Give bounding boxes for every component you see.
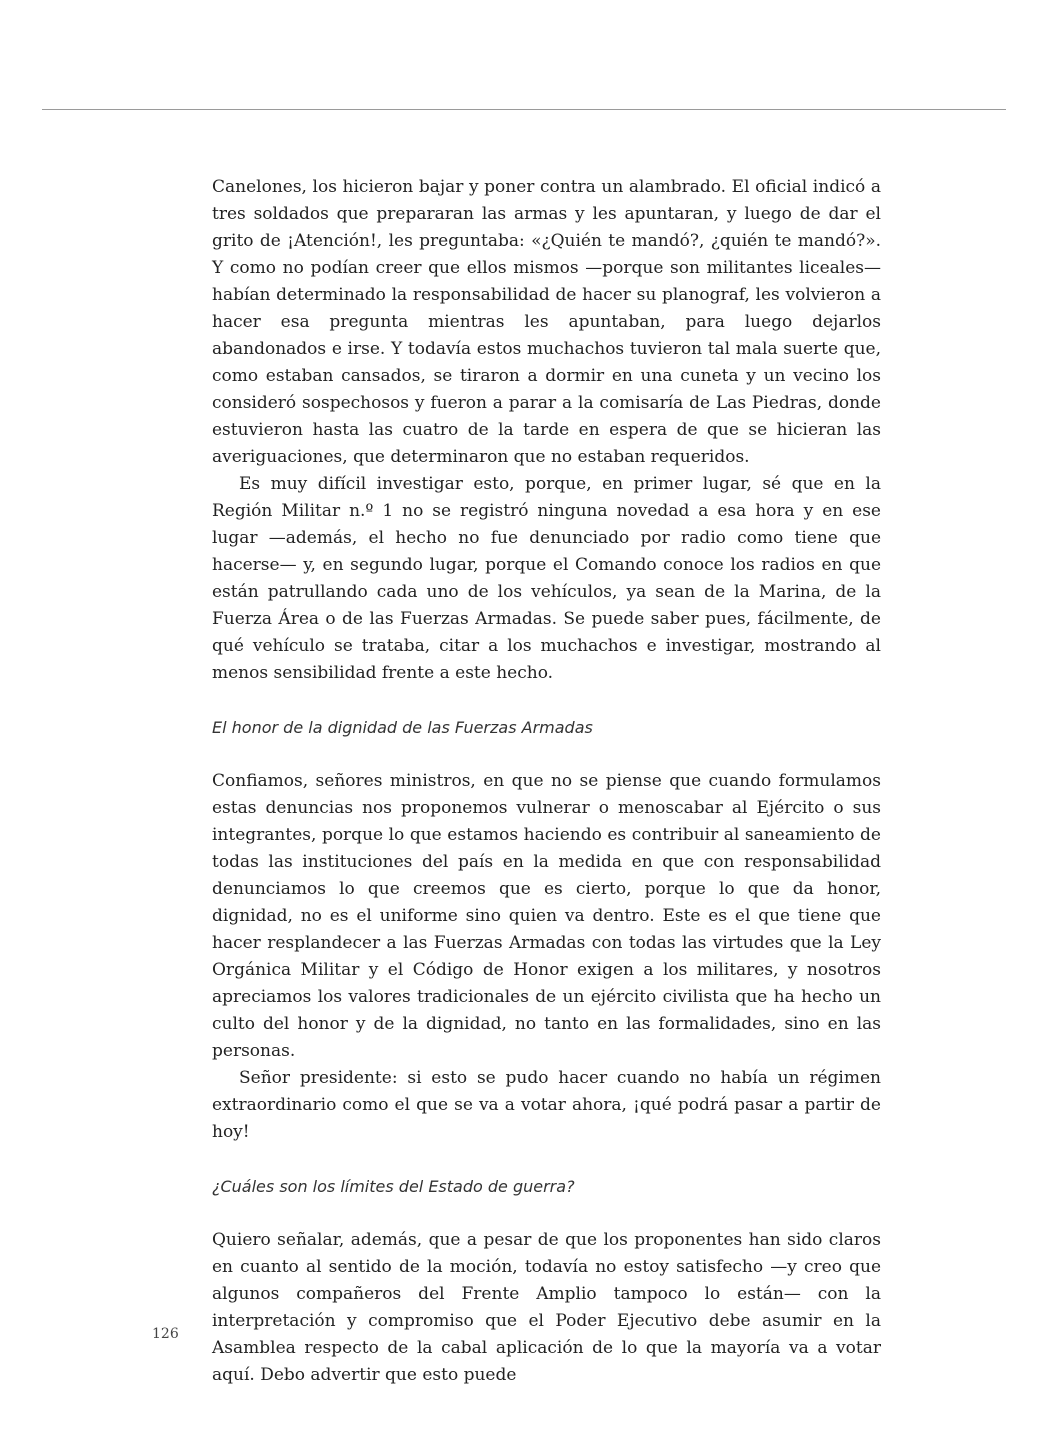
section-heading: El honor de la dignidad de las Fuerzas Armadas	[212, 718, 593, 737]
body-text	[212, 174, 881, 1389]
paragraph: Quiero señalar, además, que a pesar de que los proponentes han sido claros en cuanto al sentido de la moción, todavía no estoy satisfecho —y creo que algunos compañeros del Frente Amplio tampoco lo están— con la interpretación y compromiso que el Poder Ejecutivo debe asumir en la Asamblea respecto de la cabal aplicación de lo que la mayoría va a votar aquí. Debo advertir que esto puede	[212, 1230, 881, 1385]
paragraph: Es muy difícil investigar esto, porque, en primer lugar, sé que en la Región Militar n.º 1 no se registró ninguna novedad a esa hora y en ese lugar —además, el hecho no fue denunciado por radio como tiene que hacerse— y, en segundo lugar, porque el Comando conoce los radios en que están patrullando cada uno de los vehículos, ya sean de la Marina, de la Fuerza Área o de las Fuerzas Armadas. Se puede saber pues, fácilmente, de qué vehículo se trataba, citar a los muchachos e investigar, mostrando al menos sensibilidad frente a este hecho.	[212, 474, 881, 683]
header-rule	[42, 109, 1006, 110]
paragraph: Confiamos, señores ministros, en que no se piense que cuando formulamos estas denuncias nos proponemos vulnerar o menoscabar al Ejército o sus integrantes, porque lo que estamos haciendo es contribuir al saneamiento de todas las instituciones del país en la medida en que con responsabilidad denunciamos lo que creemos que es cierto, porque lo que da honor, dignidad, no es el uniforme sino quien va dentro. Este es el que tiene que hacer resplandecer a las Fuerzas Armadas con todas las virtudes que la Ley Orgánica Militar y el Código de Honor exigen a los militares, y nosotros apreciamos los valores tradicionales de un ejército civilista que ha hecho un culto del honor y de la dignidad, no tanto en las formalidades, sino en las personas.	[212, 771, 881, 1061]
paragraph: Canelones, los hicieron bajar y poner contra un alambrado. El oficial indicó a tres soldados que prepararan las armas y les apuntaran, y luego de dar el grito de ¡Atención!, les preguntaba: «¿Quién te mandó?, ¿quién te mandó?». Y como no podían creer que ellos mismos —porque son militantes liceales— habían determinado la responsabilidad de hacer su planograf, les volvieron a hacer esa pregunta mientras les apuntaban, para luego dejarlos abandonados e irse. Y todavía estos muchachos tuvieron tal mala suerte que, como estaban cansados, se tiraron a dormir en una cuneta y un vecino los consideró sospechosos y fueron a parar a la comisaría de Las Piedras, donde estuvieron hasta las cuatro de la tarde en espera de que se hicieran las averiguaciones, que determinaron que no estaban requeridos.	[212, 177, 881, 467]
page-number: 126	[152, 1326, 179, 1342]
paragraph: Señor presidente: si esto se pudo hacer cuando no había un régimen extraordinario como el que se va a votar ahora, ¡qué podrá pasar a partir de hoy!	[212, 1068, 881, 1142]
section-heading: ¿Cuáles son los límites del Estado de guerra?	[212, 1177, 575, 1196]
